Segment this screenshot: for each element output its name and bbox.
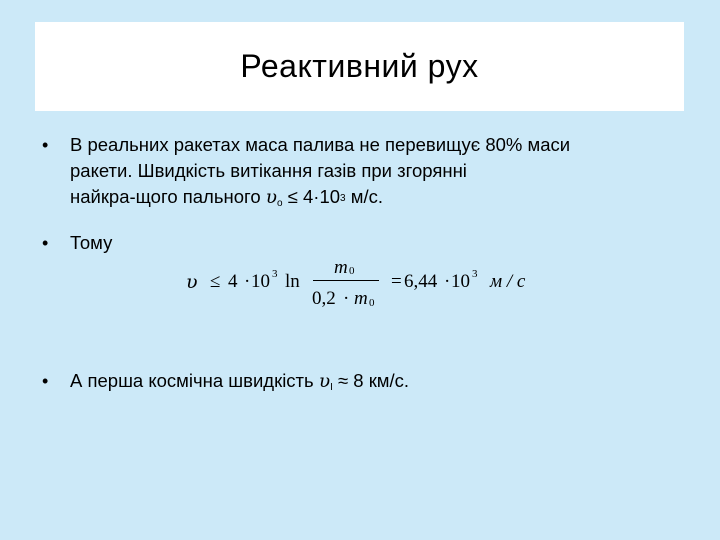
formula-equals: = — [391, 271, 402, 292]
superscript: 3 — [340, 193, 346, 204]
bullet-line: В реальних ракетах маса палива не перевищує 80% маси — [70, 134, 571, 155]
fraction-bar — [313, 280, 379, 281]
formula-exponent: 3 — [272, 268, 278, 280]
formula-ln: ln — [285, 271, 300, 292]
denominator-dot: · — [343, 288, 350, 309]
velocity-formula — [182, 255, 582, 325]
upsilon-symbol: υ — [265, 187, 278, 208]
bullet-line: найкра-щого пального $\upsilon_o \le 4\cdot 10^3$ м/с. — [70, 186, 383, 209]
bullet-item-fuel — [40, 132, 570, 217]
subscript: o — [277, 198, 283, 209]
denominator-m: m — [354, 288, 368, 309]
bullet-dot-icon: • — [42, 371, 49, 391]
bullet-dot-icon: • — [42, 233, 49, 253]
formula-dot: · — [244, 271, 251, 292]
formula-result: 6,44 — [404, 271, 438, 292]
formula-unit: м / с — [490, 271, 526, 292]
denominator-subscript: 0 — [369, 297, 375, 309]
subscript: I — [330, 382, 333, 393]
bullet-line: Тому — [70, 232, 113, 253]
formula-ten: 10 — [251, 271, 270, 292]
bullet-dot-icon: • — [42, 135, 49, 155]
formula-four: 4 — [228, 271, 238, 292]
bullet-line: ракети. Швидкість витікання газів при згорянні — [70, 160, 467, 181]
denominator-coefficient: 0,2 — [312, 288, 336, 309]
numerator-subscript: 0 — [349, 265, 355, 277]
formula-ten: 10 — [451, 271, 470, 292]
bullet-item-therefore — [40, 230, 112, 256]
formula-exponent: 3 — [472, 268, 478, 280]
bullet-item-cosmic-speed — [40, 368, 409, 401]
numerator-m: m — [334, 257, 348, 278]
formula-dot: · — [444, 271, 451, 292]
slide-title: Реактивний рух — [240, 48, 479, 84]
formula-upsilon: υ — [186, 271, 198, 293]
upsilon-symbol: υ — [318, 371, 331, 392]
bullet-line: А перша космічна швидкість $\upsilon_I \approx 8$ км/с. — [70, 370, 410, 393]
title-box — [35, 22, 684, 111]
formula-leq: ≤ — [210, 271, 221, 292]
